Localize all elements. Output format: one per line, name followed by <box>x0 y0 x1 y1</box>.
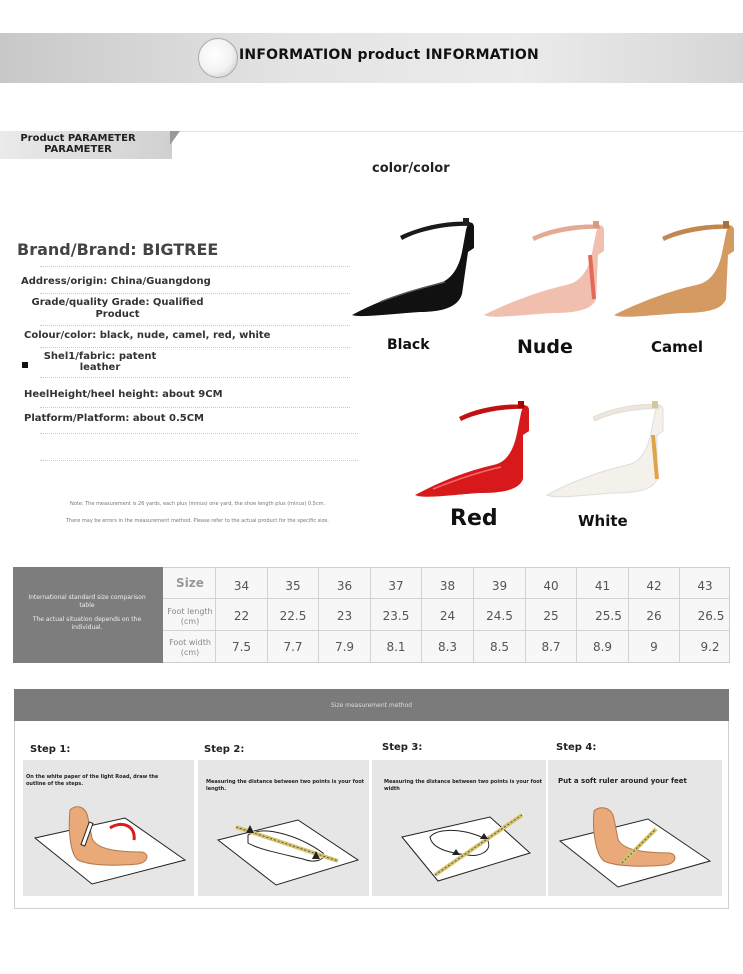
divider <box>40 407 350 408</box>
parameter-label: Product PARAMETER PARAMETER <box>20 133 136 155</box>
foot-length-cell: 24 <box>439 609 456 623</box>
foot-length-cell: 26.5 <box>697 609 725 623</box>
size-table-header <box>13 567 163 663</box>
shoe-camel <box>612 215 742 323</box>
foot-length-cell: 22 <box>233 609 250 623</box>
foot-width-cell: 7.9 <box>334 640 355 654</box>
divider <box>40 347 350 348</box>
row-header-size: Size <box>176 576 204 590</box>
size-table-title: International standard size comparison table <box>28 594 146 609</box>
foot-width-cell: 7.5 <box>231 640 252 654</box>
shoe-label-black: Black <box>387 337 430 353</box>
table-divider <box>163 598 729 599</box>
step-4-illustration-icon <box>556 793 716 890</box>
divider <box>40 433 358 434</box>
foot-length-cell: 26 <box>646 609 662 623</box>
step-4-title: Step 4: <box>556 742 597 753</box>
step-1-title: Step 1: <box>30 744 71 755</box>
divider <box>40 293 350 294</box>
foot-length-cell: 25 <box>543 609 559 623</box>
row-header-foot-width: Foot width (cm) <box>169 638 211 657</box>
foot-width-cell: 8.1 <box>386 640 406 654</box>
foot-length-cell: 23.5 <box>382 609 410 623</box>
shoe-label-white: White <box>578 512 628 530</box>
spec-fabric: Shel1/fabric: patent leather <box>43 351 157 373</box>
brand-heading: Brand/Brand: BIGTREE <box>17 240 219 259</box>
size-disclaimer: There may be errors in the measurement method. Please refer to the actual product for the specific size. <box>66 518 329 524</box>
size-cell: 38 <box>439 579 456 593</box>
foot-width-cell: 8.5 <box>489 640 510 654</box>
spec-colour: Colour/color: black, nude, camel, red, white <box>24 330 271 341</box>
measurement-title: Size measurement method <box>330 702 413 709</box>
shoe-red <box>413 395 535 503</box>
size-cell: 35 <box>285 579 301 593</box>
foot-width-cell: 8.9 <box>592 640 613 654</box>
foot-length-cell: 23 <box>336 609 353 623</box>
divider <box>40 266 350 267</box>
shoe-label-red: Red <box>450 506 498 531</box>
step-1-illustration-icon <box>30 790 190 890</box>
foot-length-cell: 22.5 <box>279 609 307 623</box>
shoe-white <box>545 395 669 503</box>
spec-heel: HeelHeight/heel height: about 9CM <box>24 389 223 400</box>
size-note: Note: The measurement is 26 yards, each plus (minus) one yard, the shoe length plus (minus) 0.5cm. <box>70 501 326 507</box>
size-cell: 43 <box>697 579 713 593</box>
step-1-desc: On the white paper of the light Road, draw the outline of the steps. <box>26 774 159 787</box>
foot-width-cell: 9.2 <box>700 640 720 654</box>
foot-length-cell: 24.5 <box>486 609 513 623</box>
size-cell: 39 <box>491 579 508 593</box>
size-cell: 34 <box>233 579 250 593</box>
foot-width-cell: 7.7 <box>283 640 303 654</box>
shoe-black <box>350 212 480 322</box>
foot-width-cell: 8.7 <box>541 640 561 654</box>
page-title: INFORMATION product INFORMATION <box>239 47 539 63</box>
divider <box>40 460 358 461</box>
foot-width-cell: 9 <box>650 640 658 654</box>
spec-platform: Platform/Platform: about 0.5CM <box>24 413 205 424</box>
step-3-title: Step 3: <box>382 742 423 753</box>
spec-grade: Grade/quality Grade: Qualified Product <box>31 297 204 320</box>
shoe-label-camel: Camel <box>651 338 704 356</box>
size-table-note: The actual situation depends on the individual. <box>32 616 142 631</box>
spec-origin: Address/origin: China/Guangdong <box>21 276 211 287</box>
shoe-label-nude: Nude <box>517 336 573 358</box>
size-cell: 36 <box>336 579 353 593</box>
tab-corner-icon <box>170 131 180 145</box>
bullet-icon <box>22 362 28 368</box>
step-2-title: Step 2: <box>204 744 245 755</box>
foot-width-cell: 8.3 <box>437 640 458 654</box>
step-2-illustration-icon <box>208 795 364 890</box>
size-cell: 41 <box>594 579 611 593</box>
divider <box>40 325 350 326</box>
step-2-desc: Measuring the distance between two points is your foot length. <box>206 779 365 792</box>
color-section-title: color/color <box>372 161 450 176</box>
step-3-desc: Measuring the distance between two points is your foot width <box>384 779 543 792</box>
foot-length-cell: 25.5 <box>595 609 622 623</box>
table-divider <box>163 630 729 631</box>
step-4-desc: Put a soft ruler around your feet <box>558 777 687 785</box>
step-3-illustration-icon <box>380 795 540 890</box>
shoe-nude <box>482 215 612 323</box>
banner-circle-icon <box>198 38 238 78</box>
divider <box>40 377 350 378</box>
size-cell: 40 <box>543 579 559 593</box>
size-cell: 42 <box>646 579 662 593</box>
size-cell: 37 <box>388 579 404 593</box>
row-header-foot-length: Foot length (cm) <box>167 607 213 626</box>
